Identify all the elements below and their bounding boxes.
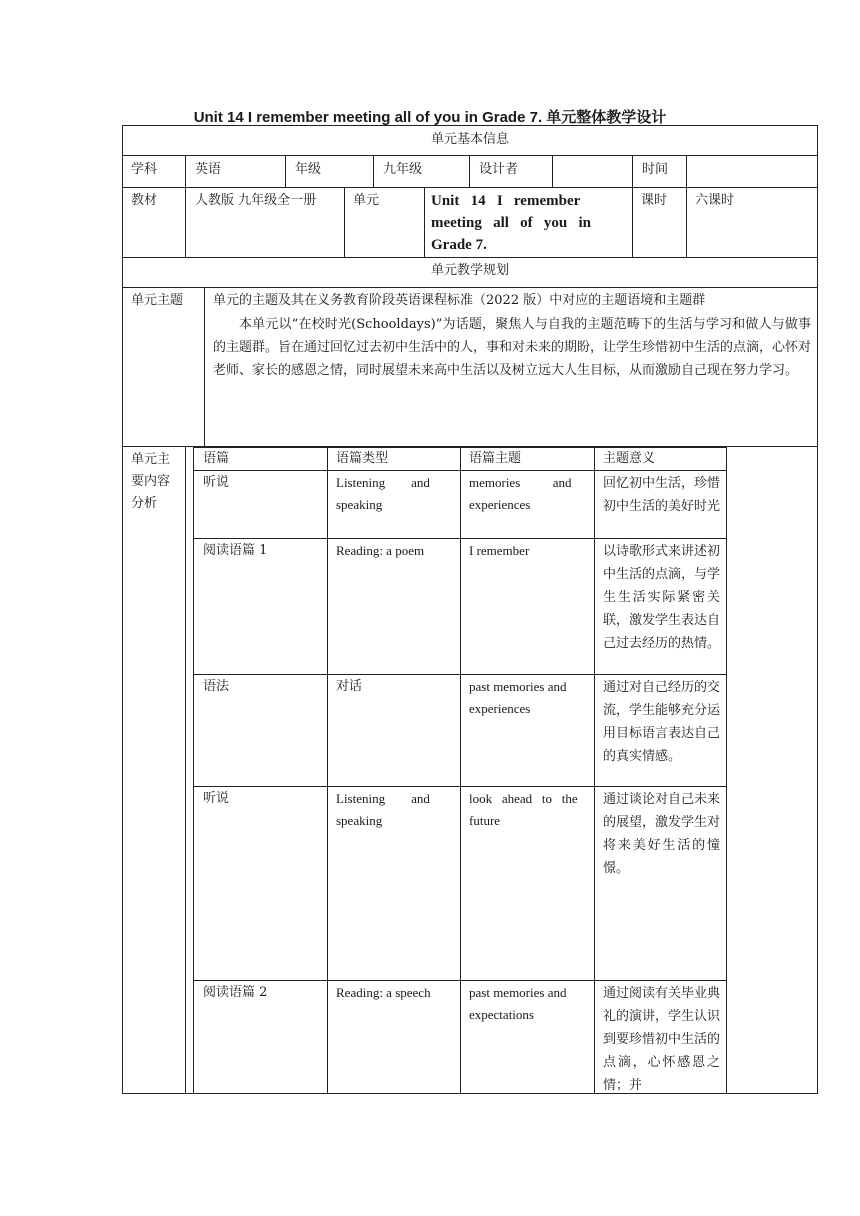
- table-row-4-type-l2: speaking: [336, 813, 383, 828]
- col-header-passage: 语篇: [203, 451, 230, 466]
- table-row-4-topic-l1: look ahead to the: [469, 791, 578, 806]
- table-row-3-passage: 语法: [203, 679, 230, 694]
- table-row-5-meaning: 通过阅读有关毕业典礼的演讲，学生认识到要珍惜初中生活的点滴，心怀感恩之情；并: [603, 986, 720, 1092]
- table-row-1-meaning: 回忆初中生活，珍惜初中生活的美好时光: [603, 476, 721, 514]
- table-row-2-passage: 阅读语篇 1: [203, 543, 268, 558]
- theme-paragraph: 本单元以“在校时光(Schooldays)”为话题，聚焦人与自我的主题范畴下的生活与学习和做人与做事的主题群。旨在通过回忆过去初中生活中的人，事和对未来的期盼，让学生珍惜初中生活的点滴，心怀对老师、家长的感恩之情，同时展望未来高中生活以及树立远大人生目标，从而激励自己现在努力学习。: [213, 317, 812, 378]
- period-label: 课时: [641, 193, 668, 208]
- textbook-label: 教材: [131, 193, 158, 208]
- unit-value-line2: meeting all of you in: [431, 215, 591, 231]
- table-row-4-type-l1: Listening and: [336, 791, 430, 806]
- content-analysis-label-1: 单元主: [131, 452, 171, 467]
- unit-value-line1: Unit 14 I remember: [431, 193, 581, 209]
- time-label: 时间: [642, 162, 669, 177]
- theme-label: 单元主题: [131, 293, 184, 308]
- table-row-1-passage: 听说: [203, 475, 230, 490]
- table-row-3-topic-l1: past memories and: [469, 679, 567, 694]
- table-row-2-meaning: 以诗歌形式来讲述初中生活的点滴，与学生生活实际紧密关联，激发学生表达自己过去经历的热情。: [603, 544, 721, 651]
- table-row-4-passage: 听说: [203, 791, 230, 806]
- table-row-4-meaning: 通过谈论对自己未来的展望，激发学生对将来美好生活的憧憬。: [603, 792, 721, 876]
- table-row-3-meaning: 通过对自己经历的交流，学生能够充分运用目标语言表达自己的真实情感。: [603, 680, 721, 764]
- unit-value-line3: Grade 7.: [431, 237, 487, 253]
- table-row-1-type-l2: speaking: [336, 497, 383, 512]
- grade-label: 年级: [295, 162, 322, 177]
- table-row-5-passage: 阅读语篇 2: [203, 985, 268, 1000]
- table-row-3-type: 对话: [336, 679, 363, 694]
- content-analysis-label-2: 要内容: [131, 474, 171, 489]
- table-row-5-topic-l2: expectations: [469, 1007, 534, 1022]
- table-row-5-topic-l1: past memories and: [469, 985, 567, 1000]
- col-header-meaning: 主题意义: [603, 451, 656, 466]
- theme-line1: 单元的主题及其在义务教育阶段英语课程标准（2022 版）中对应的主题语境和主题群: [213, 293, 706, 308]
- col-header-type: 语篇类型: [336, 451, 389, 466]
- textbook-value: 人教版 九年级全一册: [195, 193, 317, 208]
- period-value: 六课时: [695, 193, 735, 208]
- table-row-1-type-l1: Listening and: [336, 475, 430, 490]
- table-row-1-topic-l1: memories and: [469, 475, 572, 490]
- designer-label: 设计者: [479, 162, 519, 177]
- subject-value: 英语: [195, 162, 222, 177]
- page-title: Unit 14 I remember meeting all of you in Grade 7. 单元整体教学设计: [193, 109, 667, 126]
- table-row-1-topic-l2: experiences: [469, 497, 531, 512]
- table-row-3-topic-l2: experiences: [469, 701, 531, 716]
- col-header-topic: 语篇主题: [469, 451, 522, 466]
- grade-value: 九年级: [383, 162, 423, 177]
- unit-label: 单元: [353, 193, 380, 208]
- content-analysis-label-3: 分析: [131, 496, 158, 511]
- subject-label: 学科: [131, 162, 158, 177]
- table-row-2-type: Reading: a poem: [336, 543, 425, 558]
- table-row-2-topic: I remember: [469, 543, 530, 558]
- table-row-4-topic-l2: future: [469, 813, 501, 828]
- basic-info-header: 单元基本信息: [430, 132, 509, 147]
- planning-header: 单元教学规划: [430, 263, 509, 278]
- table-row-5-type: Reading: a speech: [336, 985, 431, 1000]
